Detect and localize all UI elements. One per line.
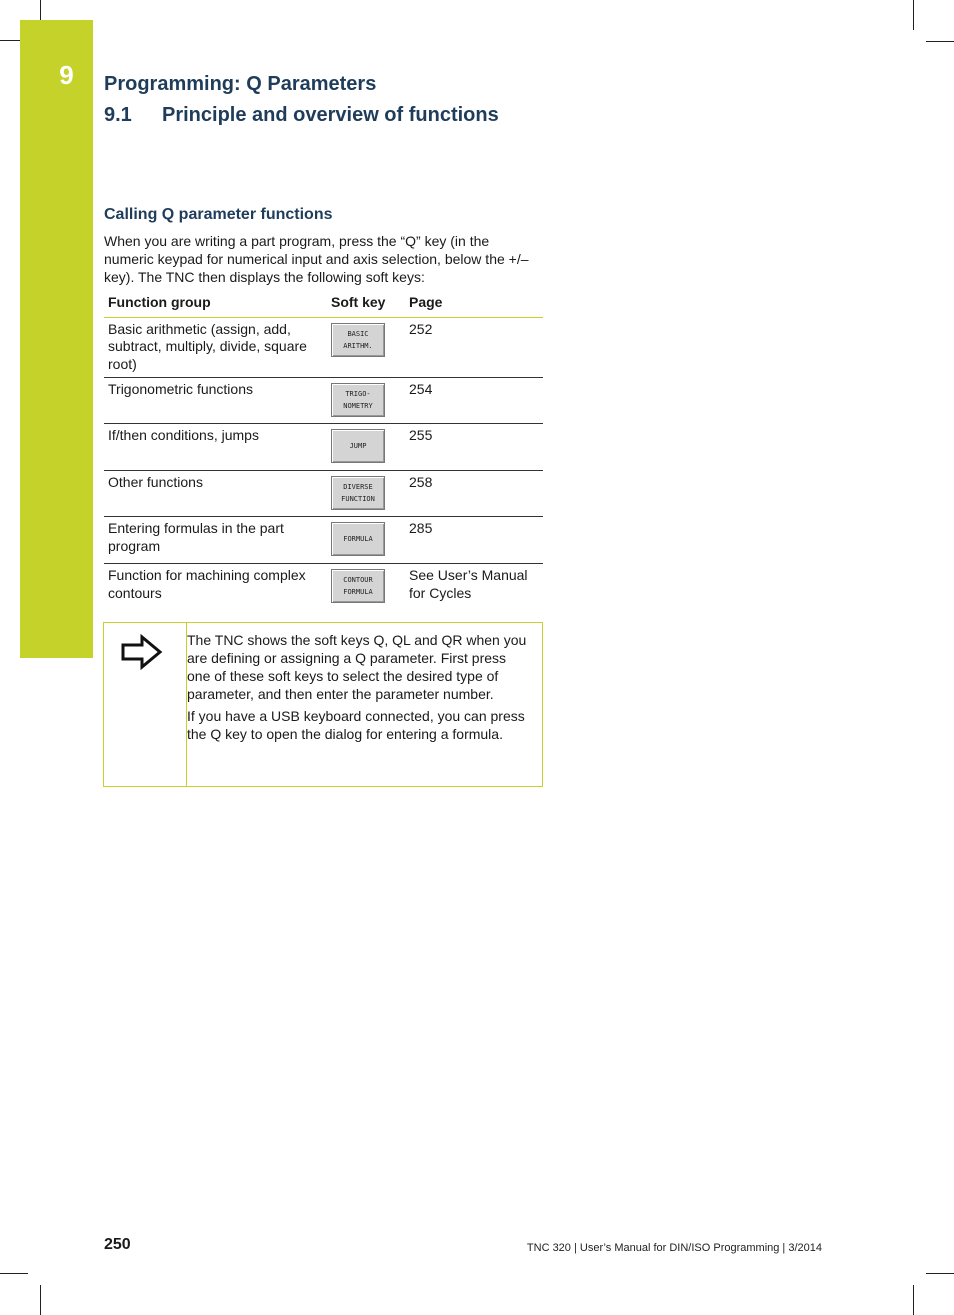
- crop-mark: [913, 0, 914, 30]
- softkey-line: ARITHM.: [343, 341, 373, 350]
- cell-page: 254: [405, 378, 543, 424]
- crop-mark: [0, 1273, 28, 1274]
- header-function-group: Function group: [104, 290, 327, 317]
- arrow-right-icon: [120, 634, 164, 675]
- footer-text: TNC 320 | User’s Manual for DIN/ISO Programming | 3/2014: [526, 1242, 822, 1254]
- intro-paragraph: When you are writing a part program, press the “Q” key (in the numeric keypad for numerical input and axis selection, below the +/– key). The TNC then displays the following soft keys:: [104, 233, 529, 285]
- cell-page: 252: [405, 317, 543, 378]
- section-title: [104, 104, 499, 127]
- note-box: [103, 622, 543, 787]
- cell-soft-key: [327, 564, 405, 611]
- softkey-line: BASIC: [347, 329, 369, 338]
- softkey-line: JUMP: [349, 442, 367, 450]
- table-row: [104, 517, 543, 564]
- softkey-contour-formula[interactable]: [331, 569, 385, 603]
- crop-mark: [40, 0, 41, 20]
- softkey-basic-arithm[interactable]: [331, 323, 385, 357]
- chapter-title: Programming: Q Parameters: [104, 73, 377, 95]
- table-row: [104, 471, 543, 517]
- cell-soft-key: [327, 471, 405, 517]
- table-row: [104, 564, 543, 611]
- function-table: [104, 290, 543, 611]
- table-row: [104, 424, 543, 471]
- cell-soft-key: [327, 317, 405, 378]
- table-header-row: [104, 290, 543, 317]
- cell-soft-key: [327, 517, 405, 564]
- crop-mark: [0, 40, 20, 41]
- section-title-text: Principle and overview of functions: [162, 104, 499, 126]
- chapter-number: 9: [59, 60, 74, 90]
- softkey-jump[interactable]: [331, 429, 385, 463]
- softkey-formula[interactable]: [331, 522, 385, 556]
- header-page: Page: [405, 290, 543, 317]
- cell-function-group: Trigonometric functions: [104, 378, 327, 424]
- cell-soft-key: [327, 378, 405, 424]
- softkey-line: TRIGO-: [345, 390, 371, 398]
- crop-mark: [926, 1273, 954, 1274]
- section-number: 9.1: [104, 104, 132, 126]
- table-row: [104, 317, 543, 378]
- header-soft-key: Soft key: [327, 290, 405, 317]
- table-row: [104, 378, 543, 424]
- softkey-line: NOMETRY: [343, 402, 373, 410]
- note-text: [187, 631, 532, 747]
- chapter-sidebar: [20, 20, 93, 658]
- page-number: 250: [104, 1236, 131, 1253]
- cell-page: 285: [405, 517, 543, 564]
- softkey-trigonometry[interactable]: [331, 383, 385, 417]
- softkey-line: CONTOUR: [343, 576, 373, 584]
- cell-function-group: If/then conditions, jumps: [104, 424, 327, 471]
- cell-function-group: Function for machining complex contours: [108, 567, 306, 601]
- crop-mark: [40, 1285, 41, 1315]
- note-paragraph: If you have a USB keyboard connected, you can press the Q key to open the dialog for entering a formula.: [187, 708, 525, 742]
- crop-mark: [926, 41, 954, 42]
- cell-function-group: Entering formulas in the part program: [104, 517, 327, 564]
- cell-page: 255: [405, 424, 543, 471]
- cell-page: See User’s Manual for Cycles: [409, 567, 528, 601]
- cell-soft-key: [327, 424, 405, 471]
- softkey-line: FORMULA: [343, 535, 373, 543]
- cell-page: 258: [405, 471, 543, 517]
- softkey-diverse-function[interactable]: [331, 476, 385, 510]
- cell-function-group: Basic arithmetic (assign, add, subtract, multiply, divide, square root): [104, 317, 327, 378]
- softkey-line: FUNCTION: [341, 495, 375, 503]
- cell-function-group: Other functions: [104, 471, 327, 517]
- softkey-line: DIVERSE: [343, 483, 373, 491]
- note-paragraph: The TNC shows the soft keys Q, QL and QR when you are defining or assigning a Q parameter. First press one of these soft keys to select the desired type of parameter, and then enter the parameter number.: [187, 632, 527, 702]
- sub-heading: Calling Q parameter functions: [104, 206, 333, 223]
- softkey-line: FORMULA: [343, 588, 373, 596]
- crop-mark: [913, 1285, 914, 1315]
